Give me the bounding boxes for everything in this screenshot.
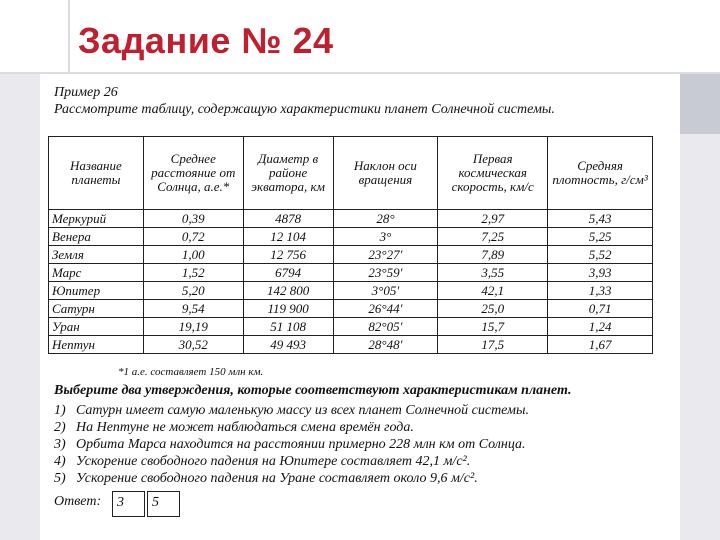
statement-number: 1)	[54, 403, 66, 418]
header-cell: Диаметр в районе экватора, км	[243, 137, 333, 210]
question-prompt: Выберите два утверждения, которые соответствуют характеристикам планет.	[54, 383, 572, 398]
table-cell: 28°48′	[333, 336, 438, 354]
statement-text: На Нептуне не может наблюдаться смена времён года.	[76, 420, 414, 435]
planet-name: Венера	[49, 228, 144, 246]
table-cell: 3,55	[438, 264, 548, 282]
table-row	[49, 318, 653, 336]
left-margin-band	[0, 74, 40, 540]
table-cell: 6794	[243, 264, 333, 282]
table-cell: 4878	[243, 210, 333, 228]
table-cell: 51 108	[243, 318, 333, 336]
statement-number: 2)	[54, 420, 66, 435]
table-cell: 1,00	[143, 246, 243, 264]
table-cell: 1,52	[143, 264, 243, 282]
table-cell: 28°	[333, 210, 438, 228]
planet-name: Марс	[49, 264, 144, 282]
statement-text: Ускорение свободного падения на Юпитере составляет 42,1 м/с².	[76, 454, 471, 469]
table-cell: 82°05′	[333, 318, 438, 336]
planets-table	[48, 136, 653, 354]
table-cell: 7,25	[438, 228, 548, 246]
table-cell: 142 800	[243, 282, 333, 300]
table-cell: 3,93	[548, 264, 653, 282]
example-heading: Пример 26	[54, 85, 118, 100]
table-cell: 15,7	[438, 318, 548, 336]
corner-block	[0, 0, 68, 72]
planet-name: Юпитер	[49, 282, 144, 300]
list-item	[54, 453, 529, 470]
table-cell: 19,19	[143, 318, 243, 336]
table-cell: 23°27′	[333, 246, 438, 264]
planet-name: Меркурий	[49, 210, 144, 228]
table-row	[49, 210, 653, 228]
table-row	[49, 264, 653, 282]
header-cell: Средняя плотность, г/см³	[548, 137, 653, 210]
table-cell: 1,24	[548, 318, 653, 336]
table-cell: 23°59′	[333, 264, 438, 282]
table-cell: 119 900	[243, 300, 333, 318]
list-item	[54, 402, 529, 419]
table-row	[49, 336, 653, 354]
table-cell: 1,33	[548, 282, 653, 300]
slide-title: Задание № 24	[78, 20, 334, 61]
table-cell: 30,52	[143, 336, 243, 354]
planet-name: Сатурн	[49, 300, 144, 318]
table-cell: 3°05′	[333, 282, 438, 300]
table-cell: 9,54	[143, 300, 243, 318]
list-item	[54, 419, 529, 436]
table-cell: 12 756	[243, 246, 333, 264]
table-cell: 5,20	[143, 282, 243, 300]
table-cell: 42,1	[438, 282, 548, 300]
planet-name: Уран	[49, 318, 144, 336]
header-cell: Название планеты	[49, 137, 144, 210]
planet-name: Нептун	[49, 336, 144, 354]
header-cell: Первая космическая скорость, км/с	[438, 137, 548, 210]
table-cell: 5,52	[548, 246, 653, 264]
statement-number: 4)	[54, 454, 66, 469]
list-item	[54, 436, 529, 453]
statement-number: 5)	[54, 471, 66, 486]
statement-text: Сатурн имеет самую маленькую массу из всех планет Солнечной системы.	[76, 403, 529, 418]
statement-number: 3)	[54, 437, 66, 452]
answer-cell-1: 3	[112, 491, 145, 517]
statement-text: Ускорение свободного падения на Уране составляет около 9,6 м/с².	[76, 471, 478, 486]
table-cell: 12 104	[243, 228, 333, 246]
table-row	[49, 300, 653, 318]
table-cell: 7,89	[438, 246, 548, 264]
table-cell: 5,25	[548, 228, 653, 246]
table-cell: 2,97	[438, 210, 548, 228]
table-row	[49, 282, 653, 300]
table-cell: 49 493	[243, 336, 333, 354]
table-row	[49, 228, 653, 246]
header-cell: Среднее расстояние от Солнца, а.е.*	[143, 137, 243, 210]
statement-text: Орбита Марса находится на расстоянии примерно 228 млн км от Солнца.	[76, 437, 526, 452]
right-accent-bar	[680, 74, 720, 134]
answer-label: Ответ:	[54, 494, 102, 509]
example-task: Рассмотрите таблицу, содержащую характеристики планет Солнечной системы.	[54, 102, 555, 117]
table-row	[49, 246, 653, 264]
table-cell: 17,5	[438, 336, 548, 354]
planet-name: Земля	[49, 246, 144, 264]
table-cell: 0,72	[143, 228, 243, 246]
table-cell: 0,39	[143, 210, 243, 228]
table-cell: 25,0	[438, 300, 548, 318]
header-cell: Наклон оси вращения	[333, 137, 438, 210]
list-item	[54, 470, 529, 487]
table-cell: 0,71	[548, 300, 653, 318]
table-header-row	[49, 137, 653, 210]
right-margin-band	[680, 74, 720, 540]
answer-cell-2: 5	[147, 491, 180, 517]
table-cell: 3°	[333, 228, 438, 246]
table-cell: 5,43	[548, 210, 653, 228]
table-footnote: *1 а.е. составляет 150 млн км.	[118, 366, 264, 378]
table-cell: 26°44′	[333, 300, 438, 318]
table-cell: 1,67	[548, 336, 653, 354]
statement-list	[54, 402, 529, 487]
